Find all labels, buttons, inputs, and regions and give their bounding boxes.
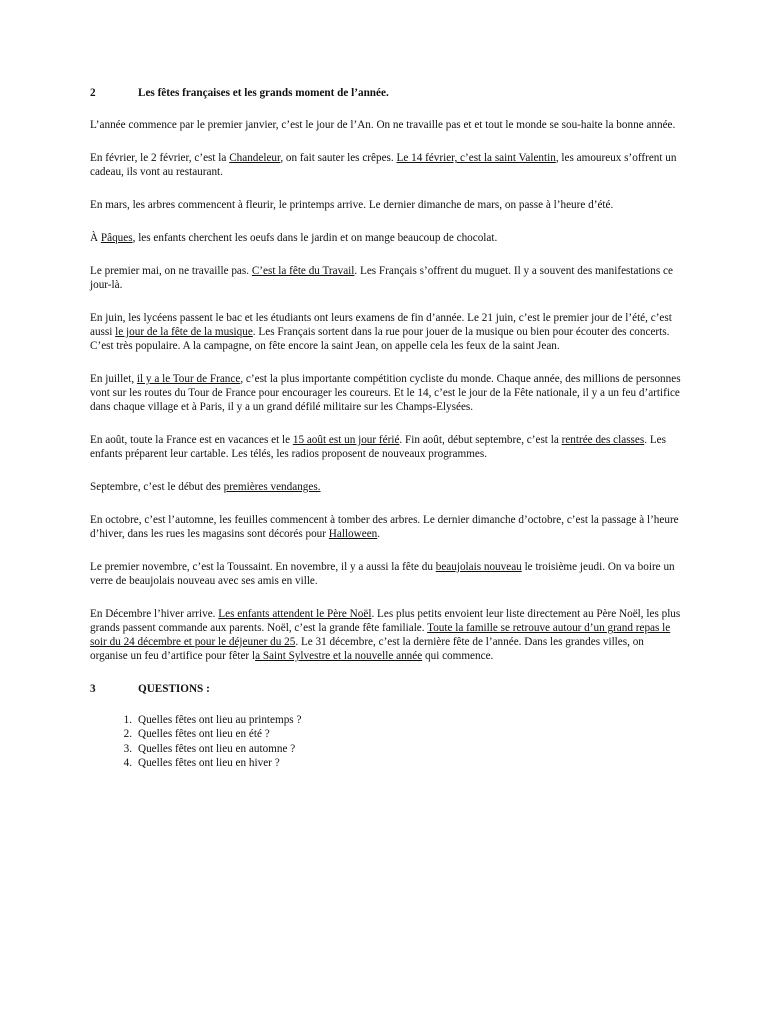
underlined-text: Toute la famille se retrouve autour d’un grand repas le soir du 24 décembre et pour le déjeuner du 25 (90, 622, 671, 648)
underlined-text: C’est la fête du Travail (251, 265, 355, 277)
paragraph-text: . Les plus petits envoient leur liste directement au Père Noël, les plus grands passent commande aux parents. Noël, c’est la grande fête familiale. (90, 608, 681, 634)
question-item (90, 727, 684, 741)
paragraph (90, 513, 684, 541)
paragraph-text: . Le 31 décembre, c’est la dernière fête de l’année. Dans les grandes villes, on organise un feu d’artifice pour fêter l (90, 636, 644, 662)
paragraph-text: L’année commence par le premier janvier, c’est le jour de l’An. On ne travaille pas et et tout le monde se sou-haite la bonne année. (90, 119, 676, 131)
underlined-text: rentrée des classes (561, 434, 645, 446)
underlined-text: beaujolais nouveau (435, 561, 522, 573)
underlined-text: premières vendanges. (223, 481, 321, 493)
paragraph-text: En février, le 2 février, c’est la (90, 152, 230, 164)
question-number: 3. (123, 742, 132, 755)
paragraph (90, 231, 684, 245)
section-number: 3 (90, 683, 96, 695)
question-text: Quelles fêtes ont lieu en hiver ? (138, 756, 280, 769)
question-text: Quelles fêtes ont lieu en été ? (138, 728, 270, 741)
paragraph-list (90, 118, 684, 663)
paragraph-text: , les amoureux s’offrent un cadeau, ils vont au restaurant. (90, 152, 677, 178)
underlined-text: le jour de la fête de la musique (115, 326, 253, 338)
question-number: 4. (123, 756, 132, 769)
paragraph (90, 151, 684, 179)
paragraph (90, 560, 684, 588)
paragraph-text: , on fait sauter les crêpes. (280, 152, 397, 164)
question-text: Quelles fêtes ont lieu en automne ? (138, 742, 296, 755)
document-body (90, 86, 684, 770)
question-list (90, 713, 684, 770)
paragraph-text: En Décembre l’hiver arrive. (90, 608, 219, 620)
question-text: Quelles fêtes ont lieu au printemps ? (138, 714, 302, 726)
paragraph-text: En octobre, c’est l’automne, les feuilles commencent à tomber des arbres. Le dernier dimanche d’octobre, c’est la passage à l’heure d’hiver, dans les rues les magasins sont décorés pour (90, 514, 679, 540)
section-2-heading (90, 86, 684, 100)
underlined-text: 15 août est un jour férié (292, 434, 400, 446)
paragraph-text: . Les Français s’offrent du muguet. Il y a souvent des manifestations ce jour-là. (90, 265, 673, 291)
question-item (90, 756, 684, 770)
paragraph (90, 118, 684, 132)
paragraph-text: qui commence. (422, 650, 494, 662)
paragraph-text: , c’est la plus importante compétition cycliste du monde. Chaque année, des millions de personnes vont sur les routes du Tour de France pour encourager les coureurs. Et le 14, c’est le jour de la Fête nationale, il y a un feu d’artifice dans chaque village et à Paris, il y a un grand défilé militaire sur les Champs-Elysées. (90, 373, 681, 413)
paragraph (90, 607, 684, 663)
section-title: Les fêtes françaises et les grands moment de l’année. (138, 87, 389, 99)
section-number: 2 (90, 87, 96, 99)
paragraph (90, 311, 684, 353)
paragraph-text: . (377, 528, 381, 540)
underlined-text: Les enfants attendent le Père Noël (218, 608, 372, 620)
paragraph-text: . Les Français sortent dans la rue pour jouer de la musique ou bien pour écouter des concerts. C’est très populaire. A la campagne, on fête encore la saint Jean, on appelle cela les feux de la saint Jean. (90, 326, 670, 352)
underlined-text: Pâques (100, 232, 133, 244)
paragraph-text: Septembre, c’est le début des (90, 481, 224, 493)
paragraph-text: . Les enfants préparent leur cartable. Les télés, les radios proposent de nouveaux programmes. (90, 434, 666, 460)
question-item (90, 742, 684, 756)
paragraph-text: En août, toute la France est en vacances et le (90, 434, 293, 446)
underlined-text: Chandeleur (229, 152, 281, 164)
question-number: 2. (123, 728, 132, 741)
paragraph-text: Le premier mai, on ne travaille pas. (90, 265, 252, 277)
paragraph-text: . Fin août, début septembre, c’est la (399, 434, 562, 446)
underlined-text: Le 14 février, c’est la saint Valentin (396, 152, 556, 164)
paragraph-text: le troisième jeudi. On va boire un verre de beaujolais nouveau avec ses amis en ville. (90, 561, 675, 587)
section-title: QUESTIONS : (138, 683, 210, 695)
paragraph (90, 480, 684, 494)
paragraph (90, 198, 684, 212)
underlined-text: Halloween (328, 528, 378, 540)
question-number: 1. (123, 714, 132, 726)
paragraph-text: En juillet, (90, 373, 137, 385)
underlined-text: a Saint Sylvestre et la nouvelle année (255, 650, 423, 662)
paragraph-text: À (90, 232, 101, 244)
paragraph (90, 372, 684, 414)
paragraph-text: , les enfants cherchent les oeufs dans le jardin et on mange beaucoup de chocolat. (132, 232, 498, 244)
paragraph-text: Le premier novembre, c’est la Toussaint. En novembre, il y a aussi la fête du (90, 561, 436, 573)
underlined-text: il y a le Tour de France (136, 373, 241, 385)
section-3-heading (90, 682, 684, 696)
paragraph-text: En juin, les lycéens passent le bac et les étudiants ont leurs examens de fin d’année. Le 21 juin, c’est le premier jour de l’été, c’est aussi (90, 312, 672, 338)
paragraph (90, 264, 684, 292)
paragraph (90, 433, 684, 461)
question-item (90, 713, 684, 727)
paragraph-text: En mars, les arbres commencent à fleurir, le printemps arrive. Le dernier dimanche de mars, on passe à l’heure d’été. (90, 199, 614, 211)
